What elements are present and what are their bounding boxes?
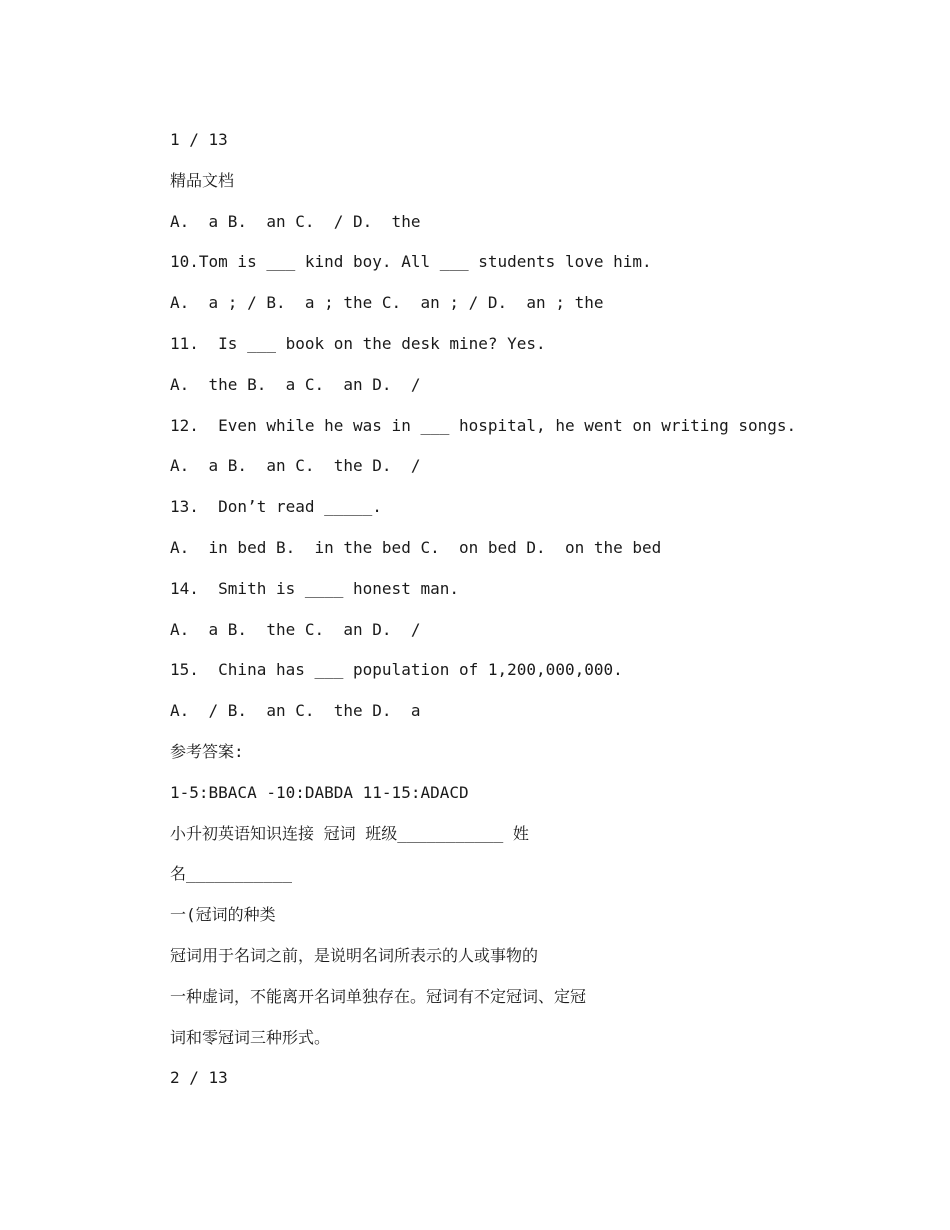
name-field-line: 名___________ <box>170 864 292 884</box>
page-number-top: 1 / 13 <box>170 130 228 149</box>
question-10: 10.Tom is ___ kind boy. All ___ students love him. <box>170 252 652 272</box>
document-body <box>170 124 890 1103</box>
question-10-options: A. a ; / B. a ; the C. an ; / D. an ; the <box>170 293 604 313</box>
page-number-bottom: 2 / 13 <box>170 1068 228 1088</box>
question-12: 12. Even while he was in ___ hospital, he went on writing songs. <box>170 415 797 435</box>
question-11: 11. Is ___ book on the desk mine? Yes. <box>170 333 546 353</box>
question-11-options: A. the B. a C. an D. / <box>170 374 421 394</box>
answer-key: 1-5:BBACA -10:DABDA 11-15:ADACD <box>170 782 469 802</box>
body-text-line-2: 一种虚词，不能离开名词单独存在。冠词有不定冠词、定冠 <box>170 986 587 1006</box>
section-title: 小升初英语知识连接 冠词 班级___________ 姓 <box>170 823 529 843</box>
answer-heading: 参考答案: <box>170 741 244 761</box>
subsection-heading: 一(冠词的种类 <box>170 905 276 925</box>
question-13: 13. Don’t read _____. <box>170 497 382 517</box>
document-header: 精品文档 <box>170 170 235 190</box>
question-13-options: A. in bed B. in the bed C. on bed D. on the bed <box>170 537 662 557</box>
question-12-options: A. a B. an C. the D. / <box>170 456 421 476</box>
body-text-line-1: 冠词用于名词之前，是说明名词所表示的人或事物的 <box>170 945 539 965</box>
question-15: 15. China has ___ population of 1,200,000,000. <box>170 660 623 680</box>
question-15-options: A. / B. an C. the D. a <box>170 701 421 721</box>
question-14-options: A. a B. the C. an D. / <box>170 619 421 639</box>
question-14: 14. Smith is ____ honest man. <box>170 578 459 598</box>
question-9-options: A. a B. an C. / D. the <box>170 211 421 231</box>
body-text-line-3: 词和零冠词三种形式。 <box>170 1027 331 1047</box>
